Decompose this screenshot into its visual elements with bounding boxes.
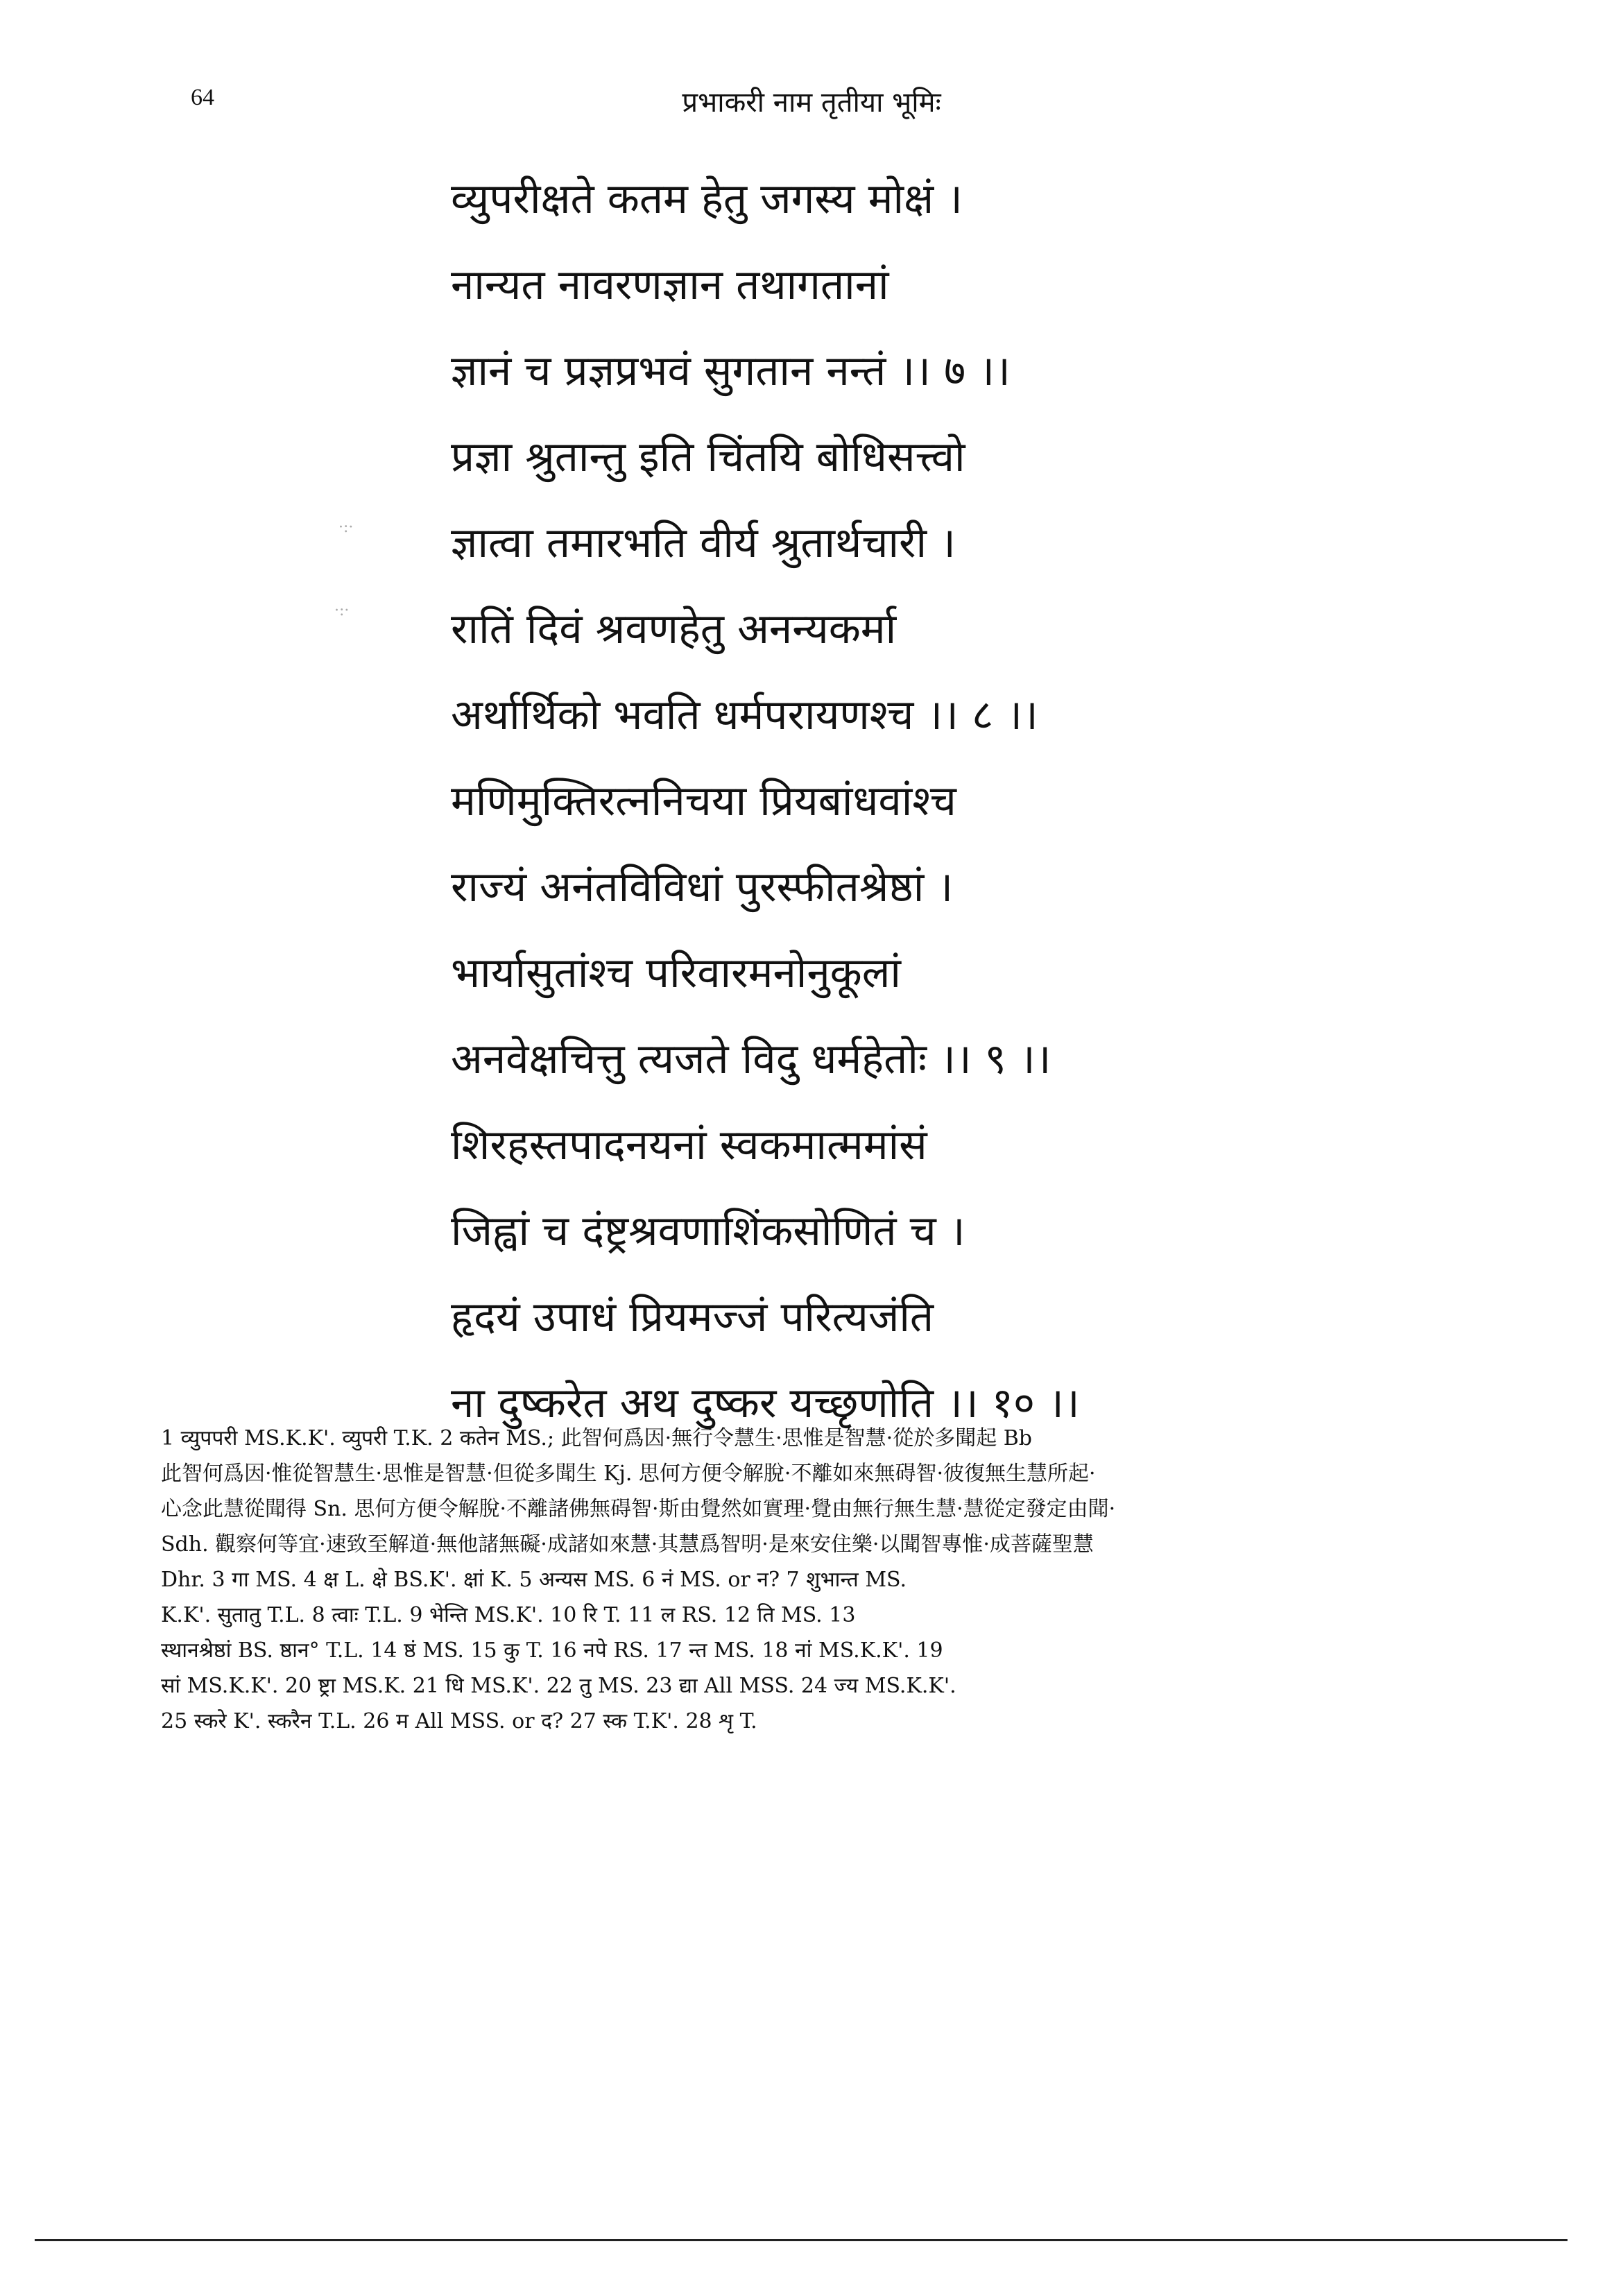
footnote-line: स्थानश्रेष्ठां BS. ष्ठान° T.L. 14 ष्ठं MS. 15 कु T. 16 नपे RS. 17 न्त MS. 18 नां MS.K.K'. 19 (161, 1638, 943, 1663)
scan-speck-1: ·:· (338, 519, 354, 536)
verse-line: रातिं दिवं श्रवणहेतु अनन्यकर्मा (451, 605, 897, 653)
footnote-line: 心念此慧從聞得 Sn. 思何方便令解脫·不離諸佛無碍智·斯由覺然如實理·覺由無行無生慧·慧從定發定由聞· (161, 1497, 1116, 1521)
verse-line: भार्यासुतांश्च परिवारमनोनुकूलां (451, 949, 901, 997)
footnote-line: 25 स्करे K'. स्करैन T.L. 26 म All MSS. or द? 27 स्क T.K'. 28 शृ T. (161, 1709, 757, 1733)
verse-line: ज्ञानं च प्रज्ञप्रभवं सुगतान नन्तं ।। ७ ।। (451, 347, 1011, 395)
verse-line: शिरहस्तपादनयनां स्वकमात्ममांसं (451, 1121, 927, 1170)
verse-line: अर्थार्थिको भवति धर्मपरायणश्च ।। ८ ।। (451, 691, 1038, 739)
verse-line: ना दुष्करेत अथ दुष्कर यच्छृणोति ।। १० ।। (451, 1379, 1080, 1428)
verse-block (451, 156, 1491, 1446)
verse-line: जिह्वां च दंष्ट्रश्रवणाशिंकसोणितं च । (451, 1207, 965, 1256)
bottom-rule (35, 2239, 1568, 2241)
verse-line: ज्ञात्वा तमारभति वीर्य श्रुतार्थचारी । (451, 519, 956, 567)
verse-line: राज्यं अनंतविविधां पुरस्फीतश्रेष्ठां । (451, 863, 954, 911)
footnote-line: सां MS.K.K'. 20 ष्ट्रा MS.K. 21 धि MS.K'. 22 तु MS. 23 द्या All MSS. 24 ज्य MS.K.K'. (161, 1674, 956, 1698)
running-head: प्रभाकरी नाम तृतीया भूमिः (682, 87, 941, 119)
verse-line: अनवेक्षचित्तु त्यजते विदु धर्महेतोः ।। ९ ।। (451, 1035, 1051, 1083)
footnote-line: 1 व्युपपरी MS.K.K'. व्युपरी T.K. 2 कतेन MS.; 此智何爲因·無行令慧生·思惟是智慧·從於多聞起 Bb (161, 1426, 1032, 1450)
footnote-line: Dhr. 3 गा MS. 4 क्ष L. क्षे BS.K'. क्षां K. 5 अन्यस MS. 6 नं MS. or न? 7 शुभान्त MS. (161, 1568, 907, 1592)
verse-line: प्रज्ञा श्रुतान्तु इति चिंतयि बोधिसत्त्वो (451, 433, 965, 481)
verse-line: हृदयं उपाधं प्रियमज्जं परित्यजंति (451, 1293, 934, 1342)
footnote-line: Sdh. 觀察何等宜·速致至解道·無他諸無礙·成諸如來慧·其慧爲智明·是來安住樂·以聞智專惟·成菩薩聖慧 (161, 1532, 1094, 1557)
footnote-line: K.K'. सुतातु T.L. 8 त्वाः T.L. 9 भेन्ति MS.K'. 10 रि T. 11 ल RS. 12 ति MS. 13 (161, 1603, 856, 1627)
footnote-line: 此智何爲因·惟從智慧生·思惟是智慧·但從多聞生 Kj. 思何方便令解脫·不離如來無碍智·彼復無生慧所起· (161, 1462, 1096, 1486)
verse-line: मणिमुक्तिरत्ननिचया प्रियबांधवांश्च (451, 777, 956, 825)
page-number: 64 (191, 85, 214, 110)
verse-line: नान्यत नावरणज्ञान तथागतानां (451, 261, 889, 309)
scan-speck-2: ·:· (334, 602, 350, 619)
footnotes (161, 1421, 1472, 1739)
verse-line: व्युपरीक्षते कतम हेतु जगस्य मोक्षं । (451, 175, 963, 223)
